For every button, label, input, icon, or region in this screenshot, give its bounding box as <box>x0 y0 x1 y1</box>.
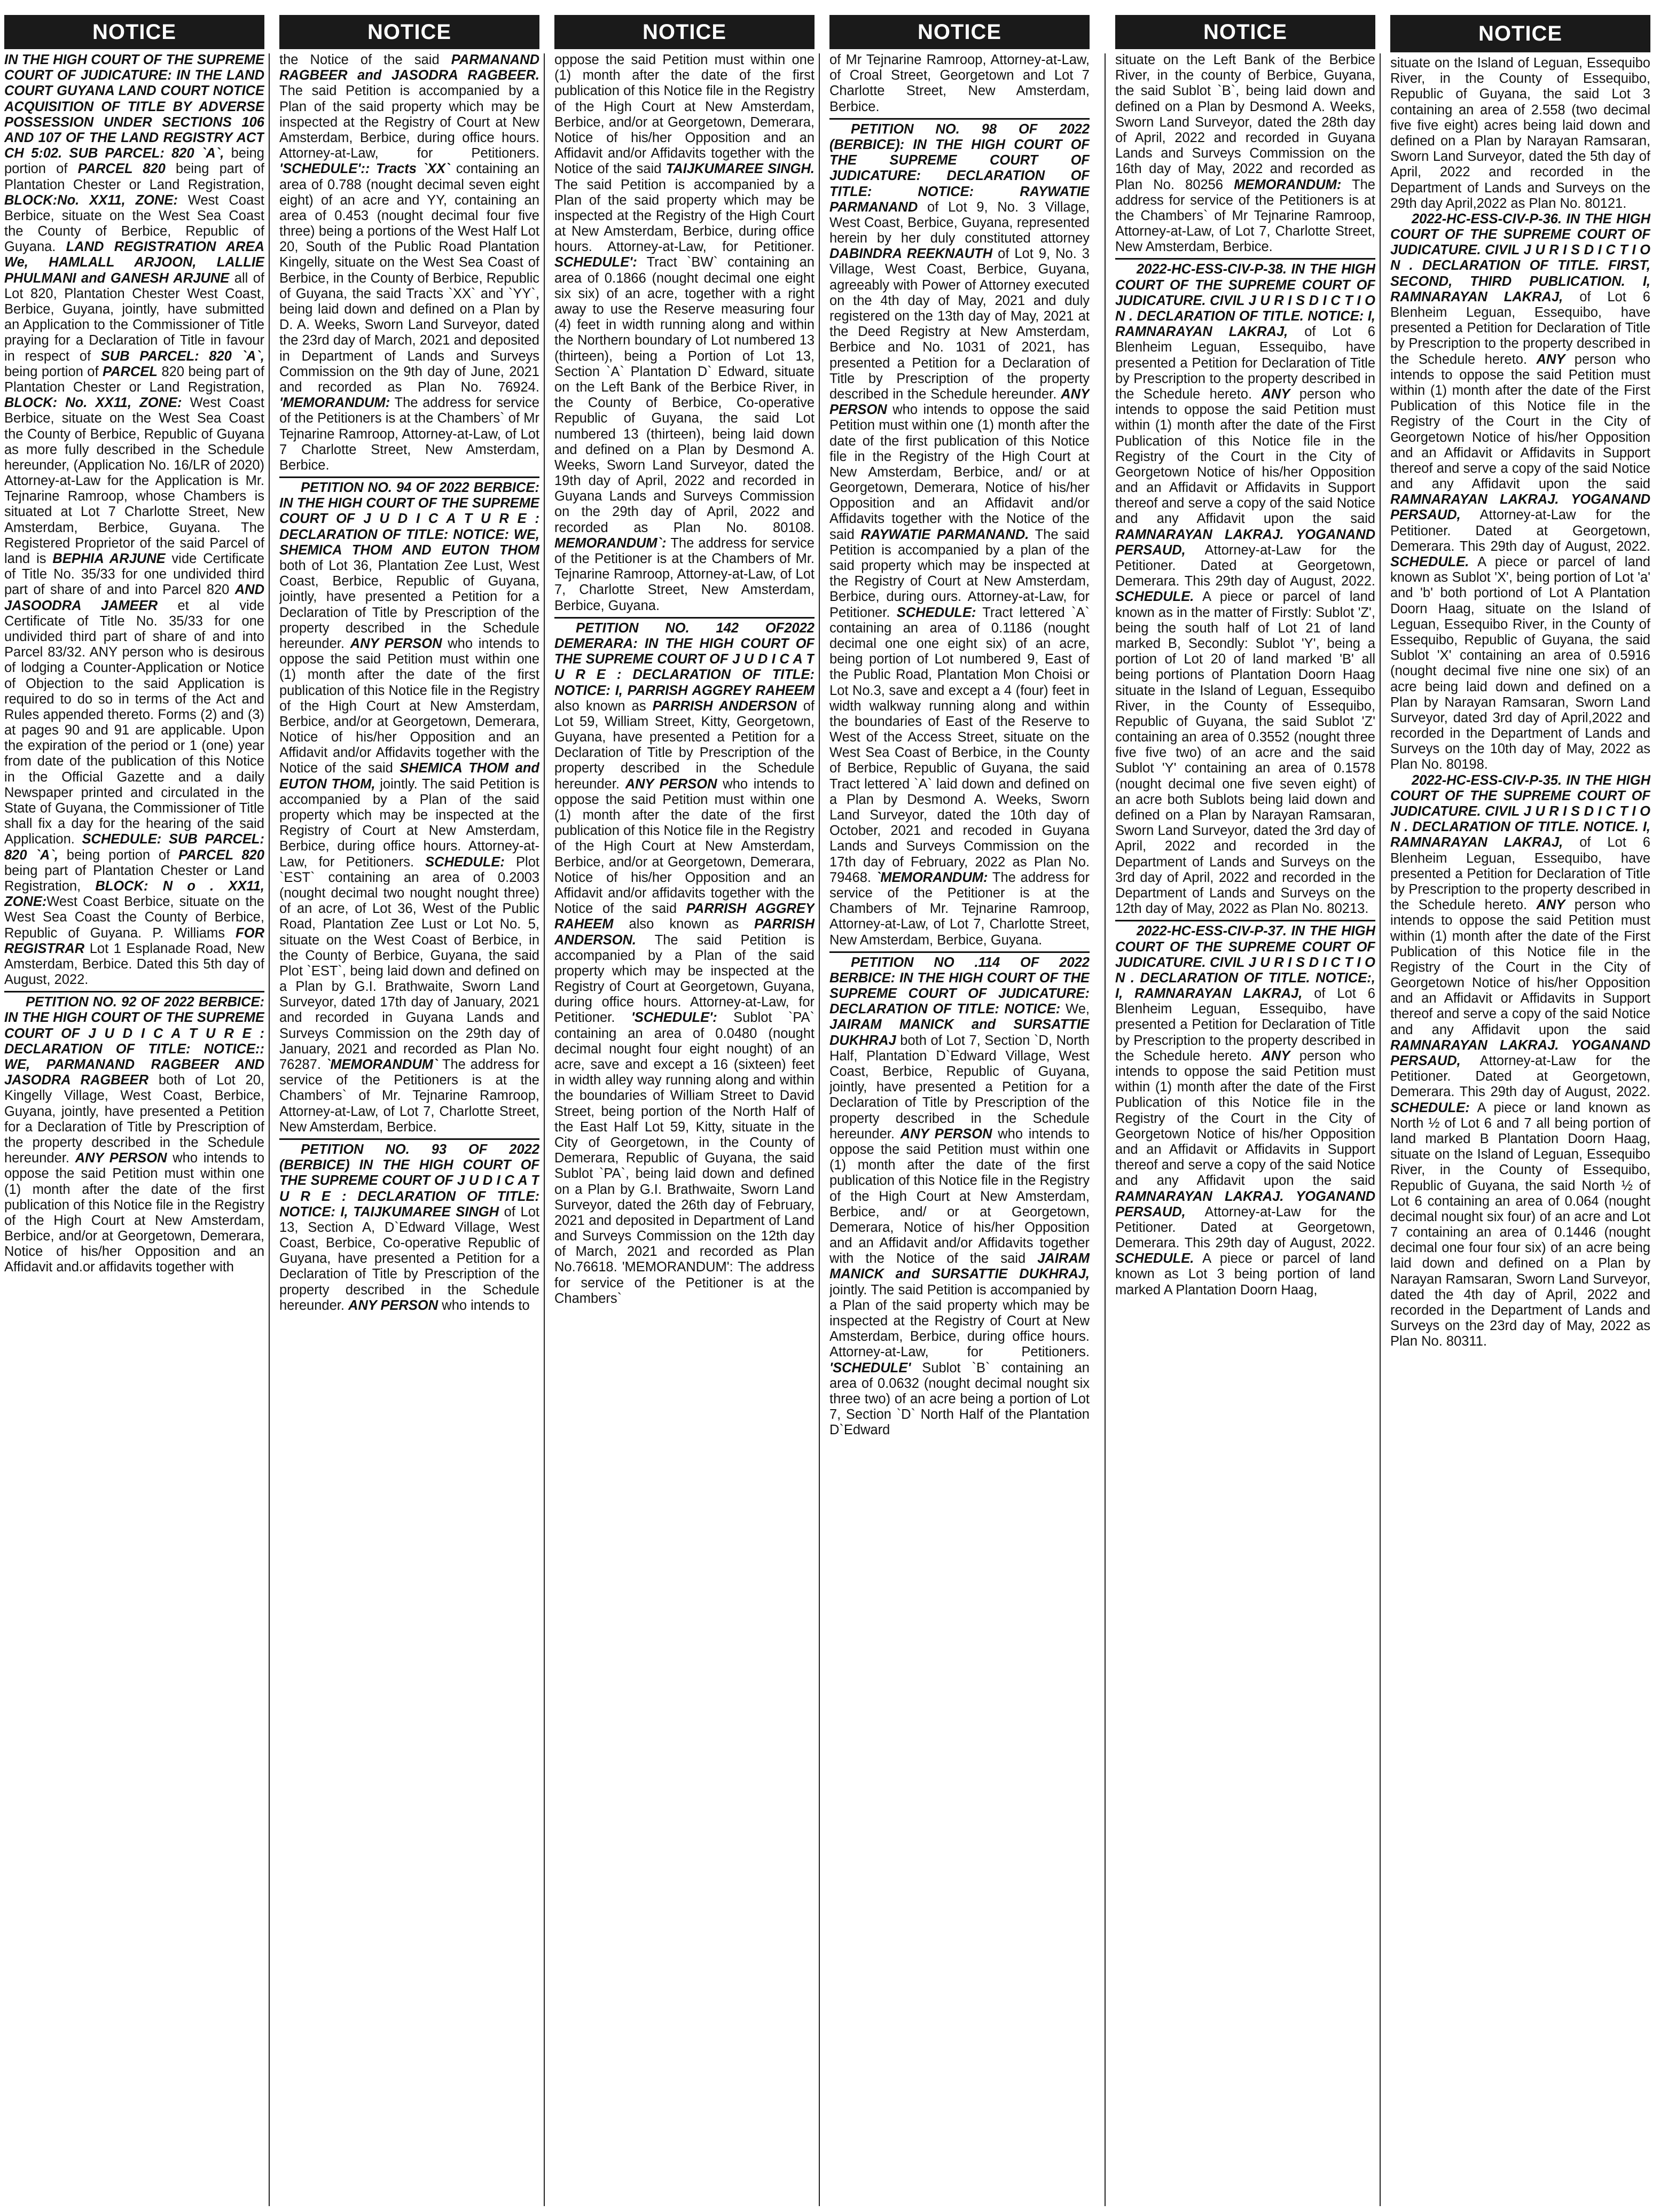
notice-emphasis: PARCEL <box>103 364 158 379</box>
notice-emphasis: BLOCK: No. XX11, ZONE: <box>4 395 182 411</box>
notice-emphasis: ANY PERSON <box>900 1126 992 1142</box>
notice-paragraph <box>279 480 539 1135</box>
notice-text: Plot `EST` containing an area of 0.2003 (nought decimal two nought nought three) of an acre, of Lot 36, West of the Public Road, Plantation Zee Lust or Lot No. 5, situate on the West Coast of Berbice, in the County of Berbice, Guyana, the said Plot `EST`, being laid down and defined on a Plan by G.I. Brathwaite, Sworn Land Surveyor, dated 17th day of January, 2021 and recorded in Guyana Lands and Surveys Commission on the 29th day of January, 2021 and recorded as Plan No. 76287. <box>279 854 539 1072</box>
notice-text: who intends to oppose the said Petition must within one (1) month after the date of the first publication of this Notice file in the Registry of the High Court at New Amsterdam, Berbice, and/ or at Georgetown, Demerara, Notice of his/her Opposition and an Affidavit and/or Affidavits together with the Notice of the said <box>829 1126 1090 1267</box>
notice-text: The address for service of the Petitioner is at the Chambers of Mr. Tejnarine Ramroop, Attorney-at-Law, of Lot 7, Charlotte Street, New Amsterdam, Berbice, Guyana. <box>829 870 1090 948</box>
notice-text: both of Lot 7, Section `D, North Half, Plantation D`Edward Village, West Coast, Berbice, Republic of Guyana, jointly, have presented a Petition for a Declaration of Title by Prescription of the property described in the Schedule hereunder. <box>829 1033 1090 1142</box>
notice-text: A piece or land known as North ½ of Lot 6 and 7 all being portion of land marked B Plantation Doorn Haag, situate on the Island of Leguan, Essequibo River, in the County of Essequibo, Republic of Guyana, the said North ½ of Lot 6 containing an area of 0.064 (nought decimal nought six four) of an acre and Lot 7 containing an area of 0.1446 (nought decimal one four four six) of an acre being laid down and defined on a Plan by Narayan Ramsaran, Sworn Land Surveyor, dated the 4th day of April, 2022 and recorded in the Department of Lands and Surveys on the 23rd day of May, 2022 as Plan No. 80311. <box>1390 1100 1650 1349</box>
notice-paragraph <box>1390 56 1650 212</box>
notice-emphasis: PETITION NO. 142 OF2022 DEMERARA: IN THE HIGH COURT OF THE SUPREME COURT OF J U D I C A T U R E : DECLARATION OF TITLE: NOTICE: I, PARRISH AGGREY RAHEEM <box>554 620 815 698</box>
notice-emphasis: PARRISH ANDERSON <box>652 698 797 714</box>
notice-text: situate on the Island of Leguan, Essequibo River, in the County of Essequibo, Republic of Guyana, the said Lot 3 containing an area of 2.558 (two decimal five five eight) acres being laid down and defined on a Plan by Narayan Ramsaran, Sworn Land Surveyor, dated the 5th day of April, 2022 and recorded in the Department of Lands and Surveys on the 29th day April,2022 as Plan No. 80121. <box>1390 56 1650 211</box>
notice-text: who intends to <box>438 1298 530 1313</box>
notice-emphasis: ANY <box>1261 386 1290 402</box>
notice-text: oppose the said Petition must within one (1) month after the date of the first publication of this Notice file in the Registry of the High Court at New Amsterdam, Berbice, and/or at Georgetown, Demerara, Notice of his/her Opposition and an Affidavit and/or Affidavits together with the Notice of the said <box>554 52 815 177</box>
notice-text: The address for service of the Petitioners is at the Chambers` of Mr. Tejnarine Ramroop, Attorney-at-Law, of Lot 7, Charlotte Street, New Amsterdam, Berbice. <box>279 1057 539 1135</box>
notice-paragraph <box>554 621 815 1307</box>
notice-emphasis: ANY <box>1536 351 1565 367</box>
column-6 <box>1390 15 1650 2205</box>
notice-text: person who intends to oppose the said Petition must within (1) month after the date of the First Publication of this Notice file in the Registry of the Court in the City of Georgetown Notice of his/her Opposition and an Affidavit or Affidavits in Support thereof and serve a copy of the said Notice and any Affidavit upon the said <box>1390 897 1650 1037</box>
notice-emphasis: PARCEL 820 <box>178 847 264 863</box>
notice-text: Tract `BW` containing an area of 0.1866 (nought decimal one eight six six) of an acre, together with a right away to use the Reserve measuring four (4) feet in width running along and within the Northern boundary of Lot numbered 13 (thirteen), being a Portion of Lot 13, Section `A` Plantation D` Edward, situate on the Left Bank of the Berbice River, in the County of Berbice, Co-operative Republic of Guyana, the said Lot numbered 13 (thirteen), being laid down and defined on a Plan by Desmond A. Weeks, Sworn Land Surveyor, dated the 19th day of April, 2022 and recorded in Guyana Lands and Surveys Commission on the 29th day of April, 2022 and recorded as Plan No. 80108. <box>554 255 815 535</box>
notice-text: jointly. The said Petition is accompanied by a Plan of the said property which may be inspected at the Registry of Court at New Amsterdam, Berbice, during office hours. Attorney-at-Law, for Petitioners. <box>279 776 539 870</box>
notice-emphasis: PARMANAND RAGBEER and JASODRA RAGBEER. <box>279 52 539 83</box>
notice-text: West Coast Berbice, situate on the West Sea Coast the County of Berbice, Republic of Guyana as more fully described in the Schedule hereunder, (Application No. 16/LR of 2020) Attorney-at-Law for the Application is Mr. Tejnarine Ramroop, whose Chambers is situated at Lot 7 Charlotte Street, New Amsterdam, Berbice, Guyana. The Registered Proprietor of the said Parcel of land is <box>4 395 264 566</box>
notice-text: A piece or parcel of land known as Lot 3 being portion of land marked A Plantation Doorn Haag, <box>1115 1251 1375 1298</box>
notice-emphasis: PETITION NO. 98 OF 2022 (BERBICE): IN THE HIGH COURT OF THE SUPREME COURT OF JUDICATURE: DECLARATION OF TITLE: NOTICE: RAYWATIE PARMANAND <box>829 121 1090 215</box>
notice-text: West Coast Berbice, situate on the West Sea Coast the County of Berbice, Republic of Guyana. P. Williams <box>4 894 264 941</box>
notice-text: of Lot 6 Blenheim Leguan, Essequibo, have presented a Petition for Declaration of Title by Prescription to the property described in the Schedule hereto. <box>1390 289 1650 367</box>
notice-emphasis: BLOCK: N o . XX11, ZONE: <box>4 878 264 910</box>
notice-text: being part of Plantation Chester or Land Registration, <box>4 161 264 192</box>
notice-separator <box>829 951 1090 953</box>
notice-text: The address for service of the Petitioner is at the Chambers of Mr. Tejnarine Ramroop, Attorney-at-Law, of Lot 7, Charlotte Street, New Amsterdam, Berbice, Guyana. <box>554 535 815 613</box>
notice-separator <box>279 1138 539 1140</box>
column-body <box>4 52 264 1276</box>
notice-emphasis: ANY <box>1261 1048 1290 1064</box>
column-heading: NOTICE <box>829 15 1090 49</box>
notice-paragraph <box>829 122 1090 948</box>
notice-emphasis: RAMNARAYAN LAKRAJ. YOGANAND PERSAUD, <box>1390 492 1650 523</box>
notice-paragraph <box>4 995 264 1275</box>
notice-emphasis: ANY PERSON <box>350 636 442 651</box>
notice-emphasis: DABINDRA REEKNAUTH <box>829 246 993 262</box>
notice-text: also known as <box>554 698 653 714</box>
notice-emphasis: AND JASOODRA JAMEER <box>4 582 264 613</box>
notice-paragraph <box>554 52 815 614</box>
column-body <box>554 52 815 1307</box>
column-divider <box>1105 53 1106 2206</box>
notice-emphasis: SCHEDULE: SUB PARCEL: 820 `A`, <box>4 832 264 863</box>
notice-emphasis: PARCEL 820 <box>77 161 166 177</box>
notice-text: situate on the Left Bank of the Berbice River, in the county of Berbice, Guyana, the said Sublot `B`, being laid down and defined on a Plan by Desmond A. Weeks, Sworn Land Surveyor, dated the 28th day of April, 2022 and recorded in Guyana Lands and Surveys Commission on the 16th day of May, 2022 and recorded as Plan No. 80256 <box>1115 52 1375 192</box>
column-divider <box>269 53 270 2206</box>
notice-emphasis: SCHEDULE: <box>1390 1100 1470 1115</box>
notice-text: person who intends to oppose the said Petition must within (1) month after the date of the First Publication of this Notice file in the Registry of the Court in the City of Georgetown Notice of his/her Opposition and an Affidavit or Affidavits in Support thereof and serve a copy of the said Notice and any Affidavit upon the said <box>1115 1048 1375 1189</box>
notice-emphasis: 2022-HC-ESS-CIV-P-37. IN THE HIGH COURT OF THE SUPREME COURT OF JUDICATURE. CIVIL J U R I S D I C T I O N . DECLARATION OF TITLE. NOTICE:, I, RAMNARAYAN LAKRAJ, <box>1115 924 1375 1002</box>
column-4 <box>829 15 1090 2205</box>
notice-text: containing an area of 0.788 (nought decimal seven eight eight) of an acre and YY, containing an area of 0.453 (nought decimal four five three) being a portions of the West Half Lot 20, South of the Public Road Plantation Kingelly, situate on the West Sea Coast of Berbice, in the County of Berbice, Republic of Guyana, the said Tracts `XX` and `YY`, being laid down and defined on a Plan by D. A. Weeks, Sworn Land Surveyor, dated the 23rd day of March, 2021 and deposited in Department of Lands and Surveys Commission on the 9th day of June, 2021 and recorded as Plan No. 76924. <box>279 161 539 395</box>
notice-emphasis: PETITION NO. 92 OF 2022 BERBICE: IN THE HIGH COURT OF THE SUPREME COURT OF J U D I C A T U R E : DECLARATION OF TITLE: NOTICE:: WE, PARMANAND RAGBEER AND JASODRA RAGBEER <box>4 995 264 1088</box>
notice-emphasis: ANY PERSON <box>625 776 717 792</box>
notice-text: vide Certificate of Title No. 35/33 for one undivided third part of share of and into Parcel 820 <box>4 551 264 598</box>
notice-emphasis: PETITION NO. 94 OF 2022 BERBICE: IN THE HIGH COURT OF THE SUPREME COURT OF J U D I C A T U R E : DECLARATION OF TITLE: NOTICE: WE, SHEMICA THOM AND EUTON THOM <box>279 480 539 558</box>
notice-text: of Lot 6 Blenheim Leguan, Essequibo, have presented a Petition for Declaration of Title by Prescription to the property described in the Schedule hereto. <box>1115 986 1375 1064</box>
notice-text: being portion of <box>58 847 179 863</box>
column-divider <box>819 53 820 2206</box>
notice-emphasis: SCHEDULE. <box>1115 1251 1194 1267</box>
notice-emphasis: ANY PERSON <box>829 386 1090 418</box>
column-1 <box>4 15 264 2205</box>
notice-emphasis: RAMNARAYAN LAKRAJ. YOGANAND PERSAUD, <box>1390 1037 1650 1068</box>
notice-paragraph <box>1115 52 1375 255</box>
notice-text: West Coast Berbice, situate on the West Sea Coast the County of Berbice, Republic of Guyana. <box>4 192 264 255</box>
notice-emphasis: SCHEDULE: <box>896 605 976 620</box>
notice-emphasis: ANY PERSON <box>75 1151 167 1166</box>
notice-text: of Lot 6 Blenheim Leguan, Essequibo, have presented a Petition for Declaration of Title by Prescription to the property described in the Schedule hereto. <box>1115 324 1375 402</box>
notice-paragraph <box>829 52 1090 115</box>
notice-paragraph <box>1115 924 1375 1298</box>
notice-emphasis: SCHEDULE': <box>554 255 637 270</box>
column-body <box>1115 52 1375 1298</box>
column-5 <box>1115 15 1375 2205</box>
notice-text: Attorney-at-Law for the Petitioner. Dated at Georgetown, Demerara. This 29th day of August, 2022. <box>1115 542 1375 589</box>
notice-text: Sublot `PA` containing an area of 0.0480 (nought decimal nought four eight nought) of an acre, save and except a 16 (sixteen) feet in width alley way running along and within the boundaries of William Street to David Street, being portion of the North Half of the East Half Lot 59, Kitty, situate in the City of Georgetown, in the County of Demerara, Republic of Guyana, the said Sublot `PA`, being laid down and defined on a Plan by G.I. Brathwaite, Sworn Land Surveyor, dated the 26th day of February, 2021 and deposited in Department of Land and Surveys Commission on the 12th day of March, 2021 and recorded as Plan No.76618. 'MEMORANDUM': The address for service of the Petitioner is at the Chambers` <box>554 1010 815 1306</box>
notice-text: The said Petition is accompanied by a plan of the said property which may be inspected at the Registry of Court at New Amsterdam, Berbice, during ours. Attorney-at-Law, for Petitioner. <box>829 527 1090 620</box>
notice-separator <box>554 617 815 619</box>
notice-emphasis: JAIRAM MANICK and SURSATTIE DUKHRAJ <box>829 1017 1090 1048</box>
notice-separator <box>279 476 539 478</box>
notice-text: the Notice of the said <box>279 52 451 67</box>
notice-text: Attorney-at-Law for the Petitioner. Dated at Georgetown, Demerara. This 29th day of August, 2022. <box>1390 507 1650 554</box>
notice-text: both of Lot 36, Plantation Zee Lust, West Coast, Berbice, Republic of Guyana, jointly, have presented a Petition for a Declaration of Title by Prescription of the property described in the Schedule hereunder. <box>279 558 539 651</box>
column-divider <box>544 53 545 2206</box>
notice-emphasis: SUB PARCEL: 820 `A`, <box>100 348 264 364</box>
notice-text: of Lot 9, No. 3 Village, West Coast, Berbice, Guyana, agreeably with Power of Attorney executed on the 4th day of May, 2021 and duly registered on the 13th day of May, 2021 at the Deed Registry at New Amsterdam, Berbice and No. 1031 of 2021, has presented a Petition for a Declaration of Title by Prescription of the property described in the Schedule hereunder. <box>829 246 1090 402</box>
notice-text: of Lot 59, William Street, Kitty, Georgetown, Guyana, have presented a Petition for a Declaration of Title by Prescription of the property described in the Schedule hereunder. <box>554 698 815 792</box>
notice-emphasis: ANY PERSON <box>348 1298 439 1313</box>
notice-emphasis: 'SCHEDULE':: Tracts `XX` <box>279 161 450 177</box>
notice-text: et al vide Certificate of Title No. 35/33 for one undivided third part of share of and into Parcel 83/32. ANY person who is desirous of lodging a Counter-Application or Notice of Objection to the said Application is required to do so in terms of the Act and Rules appended thereto. Forms (2) and (3) at pages 90 and 91 are applicable. Upon the expiration of the period or 1 (one) year from date of the publication of this Notice in the Official Gazette and a daily Newspaper printed and circulated in the State of Guyana, the Commissioner of Title shall fix a day for the hearing of the said Application. <box>4 598 264 847</box>
notice-text: being portion of <box>4 146 264 177</box>
notice-emphasis: 2022-HC-ESS-CIV-P-38. IN THE HIGH COURT OF THE SUPREME COURT OF JUDICATURE. CIVIL J U R I S D I C T I O N . DECLARATION OF TITLE. NOTICE: I, RAMNARAYAN LAKRAJ, <box>1115 262 1375 340</box>
notice-emphasis: `MEMORANDUM: <box>875 870 988 885</box>
notice-emphasis: 2022-HC-ESS-CIV-P-35. IN THE HIGH COURT OF THE SUPREME COURT OF JUDICATURE. CIVIL J U R I S D I C T I O N . DECLARATION OF TITLE. NOTICE. I, RAMNARAYAN LAKRAJ, <box>1390 772 1650 850</box>
notice-text: Attorney-at-Law for the Petitioner. Dated at Georgetown, Demerara. This 29th day of August, 2022. <box>1390 1053 1650 1100</box>
notice-text: The said Petition is accompanied by a Plan of the said property which may be inspected at the Registry of Court at New Amsterdam, Berbice, during office hours. Attorney-at-Law, for Petitioners. <box>279 83 539 161</box>
notice-emphasis: PARRISH AGGREY RAHEEM <box>554 901 815 932</box>
notice-text: The said Petition is accompanied by a Plan of the said property which may be inspected at the Registry of the High Court at New Amsterdam, Berbice, during office hours. Attorney-at-Law, for Petitioner. <box>554 177 815 255</box>
notice-text: The address for service of the Petitioners is at the Chambers` of Mr Tejnarine Ramroop, Attorney-at-Law, of Lot 7, Charlotte Street, New Amsterdam, Berbice. <box>1115 177 1375 255</box>
notice-emphasis: RAYWATIE PARMANAND. <box>860 527 1029 542</box>
notice-emphasis: BLOCK:No. XX11, ZONE: <box>4 192 178 208</box>
notice-emphasis: SCHEDULE. <box>1115 589 1194 605</box>
notice-text: also known as <box>613 917 755 932</box>
notice-emphasis: JAIRAM MANICK and SURSATTIE DUKHRAJ, <box>829 1251 1090 1282</box>
column-heading: NOTICE <box>1390 15 1650 52</box>
notice-text: The address for service of the Petitioners is at the Chambers` of Mr Tejnarine Ramroop, Attorney-at-Law, of Lot 7 Charlotte Street, New Amsterdam, Berbice. <box>279 395 539 473</box>
column-body <box>829 52 1090 1439</box>
notice-emphasis: LAND REGISTRATION AREA We, HAMLALL ARJOON, LALLIE PHULMANI and GANESH ARJUNE <box>4 239 264 286</box>
notice-text: being portion of <box>4 364 103 379</box>
notice-text: of Mr Tejnarine Ramroop, Attorney-at-Law, of Croal Street, Georgetown and Lot 7 Charlotte Street, New Amsterdam, Berbice. <box>829 52 1090 114</box>
notice-text: We, <box>1060 1002 1090 1017</box>
notice-paragraph <box>829 955 1090 1439</box>
column-heading: NOTICE <box>4 15 264 49</box>
notice-emphasis: PETITION NO .114 OF 2022 BERBICE: IN THE HIGH COURT OF THE SUPREME COURT OF JUDICATURE: DECLARATION OF TITLE: NOTICE: <box>829 955 1090 1017</box>
notice-emphasis: 'SCHEDULE': <box>631 1010 717 1026</box>
notice-text: jointly. The said Petition is accompanied by a Plan of the said property which may be inspected at the Registry of Court at New Amsterdam, Berbice, during office hours. Attorney-at-Law, for Petitioners. <box>829 1282 1090 1360</box>
notice-emphasis: 2022-HC-ESS-CIV-P-36. IN THE HIGH COURT OF THE SUPREME COURT OF JUDICATURE. CIVIL J U R I S D I C T I O N . DECLARATION OF TITLE. FIRST, SECOND, THIRD PUBLICATION. I, RAMNARAYAN LAKRAJ, <box>1390 211 1650 304</box>
notice-text: person who intends to oppose the said Petition must within (1) month after the date of the First Publication of this Notice file in the Registry of the Court in the City of Georgetown Notice of his/her Opposition and an Affidavit or Affidavits in Support thereof and serve a copy of the said Notice and any Affidavit upon the said <box>1115 386 1375 527</box>
notice-text: Sublot `B` containing an area of 0.0632 (nought decimal nought six three two) of an acre being a portion of Lot 7, Section `D` North Half of the Plantation D`Edward <box>829 1360 1090 1438</box>
notice-emphasis: BEPHIA ARJUNE <box>52 551 166 566</box>
notice-text: A piece or parcel of land known as in the matter of Firstly: Sublot 'Z', being the south half of Lot 21 of land marked B, Secondly: Sublot 'Y', being a portion of Lot 20 of land marked 'B' all being portions of Plantation Doorn Haag situate in the Island of Leguan, Essequibo River, in the County of Essequibo, Republic of Guyana, the said Sublot 'Z' containing an area of 0.3552 (nought three five five two) of an acre and the said Sublot 'Y' containing an area of 0.1578 (nought decimal one five seven eight) of an acre both Sublots being laid down and defined on a Plan by Narayan Ramsaran, Sworn Land Surveyor, dated the 3rd day of April, 2022 and recorded in the Department of Lands and Surveys on the 3rd day of April, 2022 and recorded in the Department of Lands and Surveys on the 12th day of May, 2022 as Plan No. 80213. <box>1115 589 1375 917</box>
notice-separator <box>829 118 1090 120</box>
notice-paragraph <box>1390 773 1650 1350</box>
notice-separator <box>4 991 264 992</box>
notice-text: who intends to oppose the said Petition must within one (1) month after the date of the first publication of this Notice file in the Registry of the High Court at New Amsterdam, Berbice, and/or at Georgetown, Demerara, Notice of his/her Opposition and an Affidavit and/or affidavits together with the Notice of the said <box>554 776 815 917</box>
notice-text: Lot 1 Esplanade Road, New Amsterdam, Berbice. Dated this 5th day of August, 2022. <box>4 941 264 988</box>
notice-text: A piece or parcel of land known as Sublot 'X', being portion of Lot 'a' and 'b' both portiond of Lot A Plantation Doorn Haag, situate on the Island of Leguan, Essequibo River, in the County of Essequibo, Republic of Guyana, the said Sublot 'X' containing an area of 0.5916 (nought decimal five nine one six) of an acre being laid down and defined on a Plan by Narayan Ramsaran, Sworn Land Surveyor, dated 3rd day of April,2022 and recorded in the Department of Lands and Surveys on the 10th day of May, 2022 as Plan No. 80198. <box>1390 554 1650 772</box>
notice-emphasis: PARRISH ANDERSON. <box>554 917 815 948</box>
notice-emphasis: RAMNARAYAN LAKRAJ. YOGANAND PERSAUD, <box>1115 1189 1375 1220</box>
column-heading: NOTICE <box>554 15 815 49</box>
notice-emphasis: ANY <box>1536 897 1565 913</box>
notice-text: person who intends to oppose the said Petition must within (1) month after the date of the First Publication of this Notice file in the Registry of the Court in the City of Georgetown Notice of his/her Opposition and an Affidavit or Affidavits in Support thereof and serve a copy of the said Notice and any Affidavit upon the said <box>1390 351 1650 492</box>
notice-emphasis: SHEMICA THOM and EUTON THOM, <box>279 761 539 792</box>
notice-emphasis: MEMORANDUM: <box>1234 177 1342 192</box>
notice-emphasis: 'SCHEDULE' <box>829 1360 911 1375</box>
notice-separator <box>1115 920 1375 921</box>
notice-text: all of Lot 820, Plantation Chester West Coast, Berbice, Guyana, jointly, have submitted an Application to the Commissioner of Title praying for a Declaration of Title in favour in respect of <box>4 270 264 364</box>
notice-text: of Lot 6 Blenheim Leguan, Essequibo, have presented a Petition for Declaration of Title by Prescription to the property described in the Schedule hereto. <box>1390 835 1650 913</box>
notice-paragraph <box>279 52 539 473</box>
notice-text: The said Petition is accompanied by a Plan of the said property which may be inspected at the Registry of Court at Georgetown, Guyana, during office hours. Attorney-at-Law, for Petitioner. <box>554 932 815 1026</box>
notice-text: Tract lettered `A` containing an area of 0.1186 (nought decimal one one eight six) of an acre, being portion of Lot numbered 9, East of the Public Road, Plantation Mon Choisi or Lot No.3, save and except a 4 (four) feet in width walkway running along and within the boundaries of East of the Reserve to West of the Access Street, situate on the West Sea Coast of Berbice, in the County of Berbice, Republic of Guyana, the said Tract lettered `A` laid down and defined on a Plan by Desmond A. Weeks, Sworn Land Surveyor, dated the 10th day of October, 2021 and recoded in Guyana Lands and Surveys Commission on the 17th day of February, 2022 as Plan No. 79468. <box>829 605 1090 885</box>
notice-text: being part of Plantation Chester or Land Registration, <box>4 863 264 894</box>
notice-text: both of Lot 20, Kingelly Village, West Coast, Berbice, Guyana, jointly, have presented a Petition for a Declaration of Title by Prescription of the property described in the Schedule hereunder. <box>4 1073 264 1166</box>
notice-text: of Lot 9, No. 3 Village, West Coast, Berbice, Guyana, represented herein by her duly constituted attorney <box>829 199 1090 246</box>
column-3 <box>554 15 815 2205</box>
notice-text: who intends to oppose the said Petition must within one (1) month after the date of the first publication of this Notice file in the Registry of the High Court at New Amsterdam, Berbice, and/or at Georgetown, Demerara, Notice of his/her Opposition and an Affidavit and.or affidavits together with <box>4 1151 264 1275</box>
notice-emphasis: SCHEDULE: <box>425 854 505 870</box>
notice-emphasis: FOR REGISTRAR <box>4 925 264 956</box>
column-heading: NOTICE <box>279 15 539 49</box>
notice-separator <box>1115 258 1375 260</box>
notice-emphasis: `MEMORANDUM` <box>325 1057 438 1072</box>
notice-paragraph <box>4 52 264 988</box>
notice-paragraph <box>279 1142 539 1314</box>
column-heading: NOTICE <box>1115 15 1375 49</box>
notice-text: 820 being part of Plantation Chester or Land Registration, <box>4 364 264 395</box>
notice-text: of Lot 13, Section A, D`Edward Village, West Coast, Berbice, Co-operative Republic of Guyana, have presented a Petition for a Declaration of Title by Prescription of the property described in the Schedule hereunder. <box>279 1204 539 1313</box>
notice-emphasis: IN THE HIGH COURT OF THE SUPREME COURT OF JUDICATURE: IN THE LAND COURT GUYANA LAND COURT NOTICE ACQUISITION OF TITLE BY ADVERSE POSSESSION UNDER SECTIONS 106 AND 107 OF THE LAND REGISTRY ACT CH 5:02. SUB PARCEL: 820 `A`, <box>4 52 264 161</box>
notice-emphasis: TAIJKUMAREE SINGH. <box>665 161 815 177</box>
notice-text: Attorney-at-Law for the Petitioner. Dated at Georgetown, Demerara. This 29th day of August, 2022. <box>1115 1204 1375 1251</box>
notice-text: who intends to oppose the said Petition must within one (1) month after the date of the first publication of this Notice file in the Registry of the High Court at New Amsterdam, Berbice, and/ or at Georgetown, Demerara, Notice of his/her Opposition and an Affidavit and/or Affidavits together with the Notice of the said <box>829 402 1090 542</box>
column-2 <box>279 15 539 2205</box>
notice-emphasis: MEMORANDUM`: <box>554 535 667 551</box>
notice-emphasis: 'MEMORANDUM: <box>279 395 390 411</box>
column-body <box>1390 56 1650 1350</box>
column-body <box>279 52 539 1314</box>
notice-emphasis: SCHEDULE. <box>1390 554 1469 569</box>
notice-paragraph <box>1115 262 1375 917</box>
notice-paragraph <box>1390 212 1650 773</box>
column-divider <box>1380 53 1381 2206</box>
notice-emphasis: PETITION NO. 93 OF 2022 (BERBICE) IN THE HIGH COURT OF THE SUPREME COURT OF J U D I C A T U R E : DECLARATION OF TITLE: NOTICE: I, TAIJKUMAREE SINGH <box>279 1142 539 1220</box>
notice-text: who intends to oppose the said Petition must within one (1) month after the date of the first publication of this Notice file in the Registry of the High Court at New Amsterdam, Berbice, and/or at Georgetown, Demerara, Notice of his/her Opposition and an Affidavit and/or Affidavits together with the Notice of the said <box>279 636 539 776</box>
notice-emphasis: RAMNARAYAN LAKRAJ. YOGANAND PERSAUD, <box>1115 527 1375 558</box>
